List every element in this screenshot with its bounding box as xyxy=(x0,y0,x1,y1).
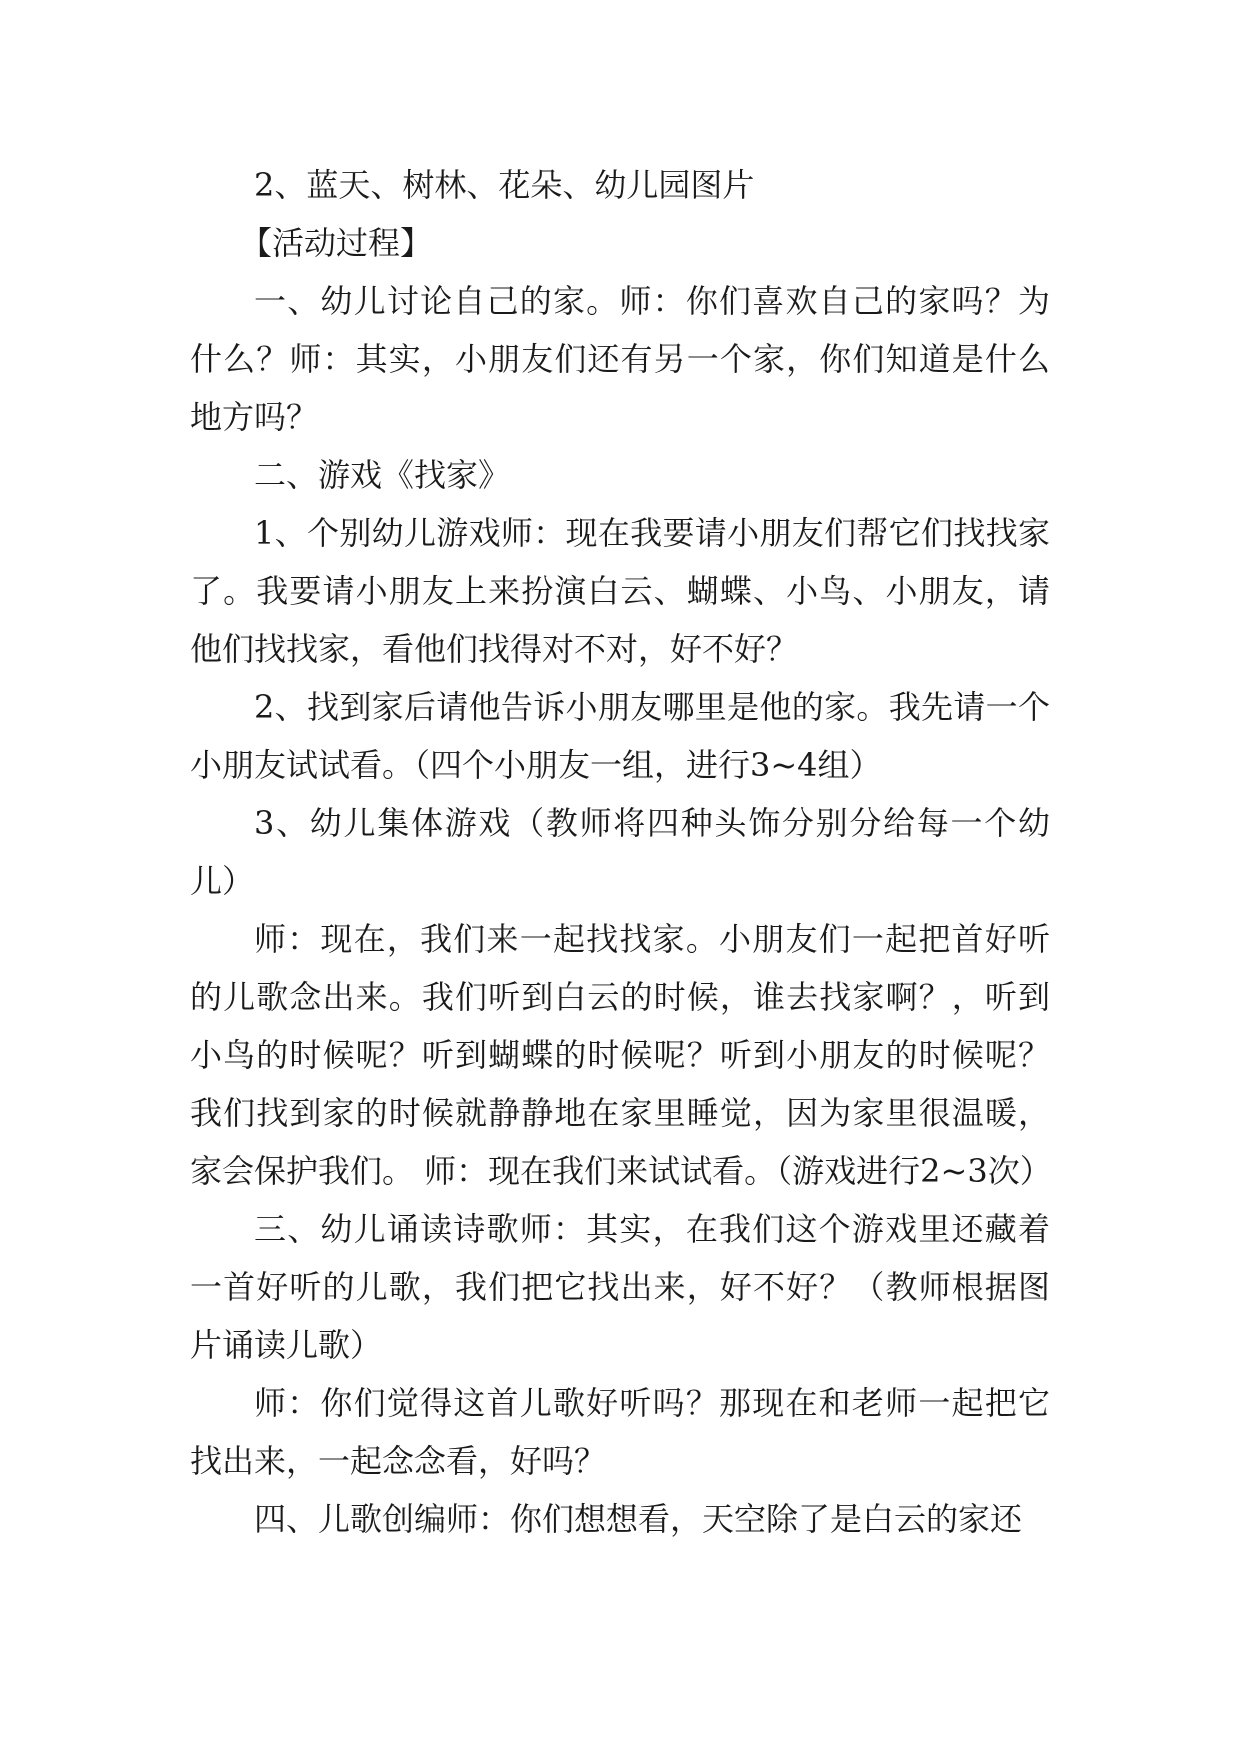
step-2-game-title: 二、游戏《找家》 xyxy=(254,456,511,494)
step-3-poem-reading: 三、幼儿诵读诗歌师：其实，在我们这个游戏里还藏着一首好听的儿歌，我们把它找出来，好不好？（教师根据图片诵读儿歌） xyxy=(190,1210,1050,1364)
materials-item-2: 2、蓝天、树林、花朵、幼儿园图片 xyxy=(254,166,755,204)
game-substep-1: 1、个别幼儿游戏师：现在我要请小朋友们帮它们找找家了。我要请小朋友上来扮演白云、蝴蝶、小鸟、小朋友，请他们找找家，看他们找得对不对，好不好？ xyxy=(190,514,1050,668)
game-substep-2: 2、找到家后请他告诉小朋友哪里是他的家。我先请一个小朋友试试看。（四个小朋友一组，进行3~4组） xyxy=(190,688,1050,784)
step-1-discussion: 一、幼儿讨论自己的家。师：你们喜欢自己的家吗？为什么？师：其实，小朋友们还有另一个家，你们知道是什么地方吗？ xyxy=(190,282,1050,436)
document-body xyxy=(190,156,1050,1548)
teacher-dialogue-poem: 师：你们觉得这首儿歌好听吗？那现在和老师一起把它找出来，一起念念看，好吗？ xyxy=(190,1384,1050,1480)
game-substep-3: 3、幼儿集体游戏（教师将四种头饰分别分给每一个幼儿） xyxy=(190,804,1050,900)
teacher-dialogue-group-game: 师：现在，我们来一起找找家。小朋友们一起把首好听的儿歌念出来。我们听到白云的时候，谁去找家啊？，听到小鸟的时候呢？听到蝴蝶的时候呢？听到小朋友的时候呢？我们找到家的时候就静静地在家里睡觉，因为家里很温暖，家会保护我们。 师：现在我们来试试看。（游戏进行2~3次） xyxy=(190,920,1052,1190)
step-4-song-creation: 四、儿歌创编师：你们想想看，天空除了是白云的家还 xyxy=(254,1500,1023,1538)
section-heading-activity-process: 【活动过程】 xyxy=(240,224,433,262)
